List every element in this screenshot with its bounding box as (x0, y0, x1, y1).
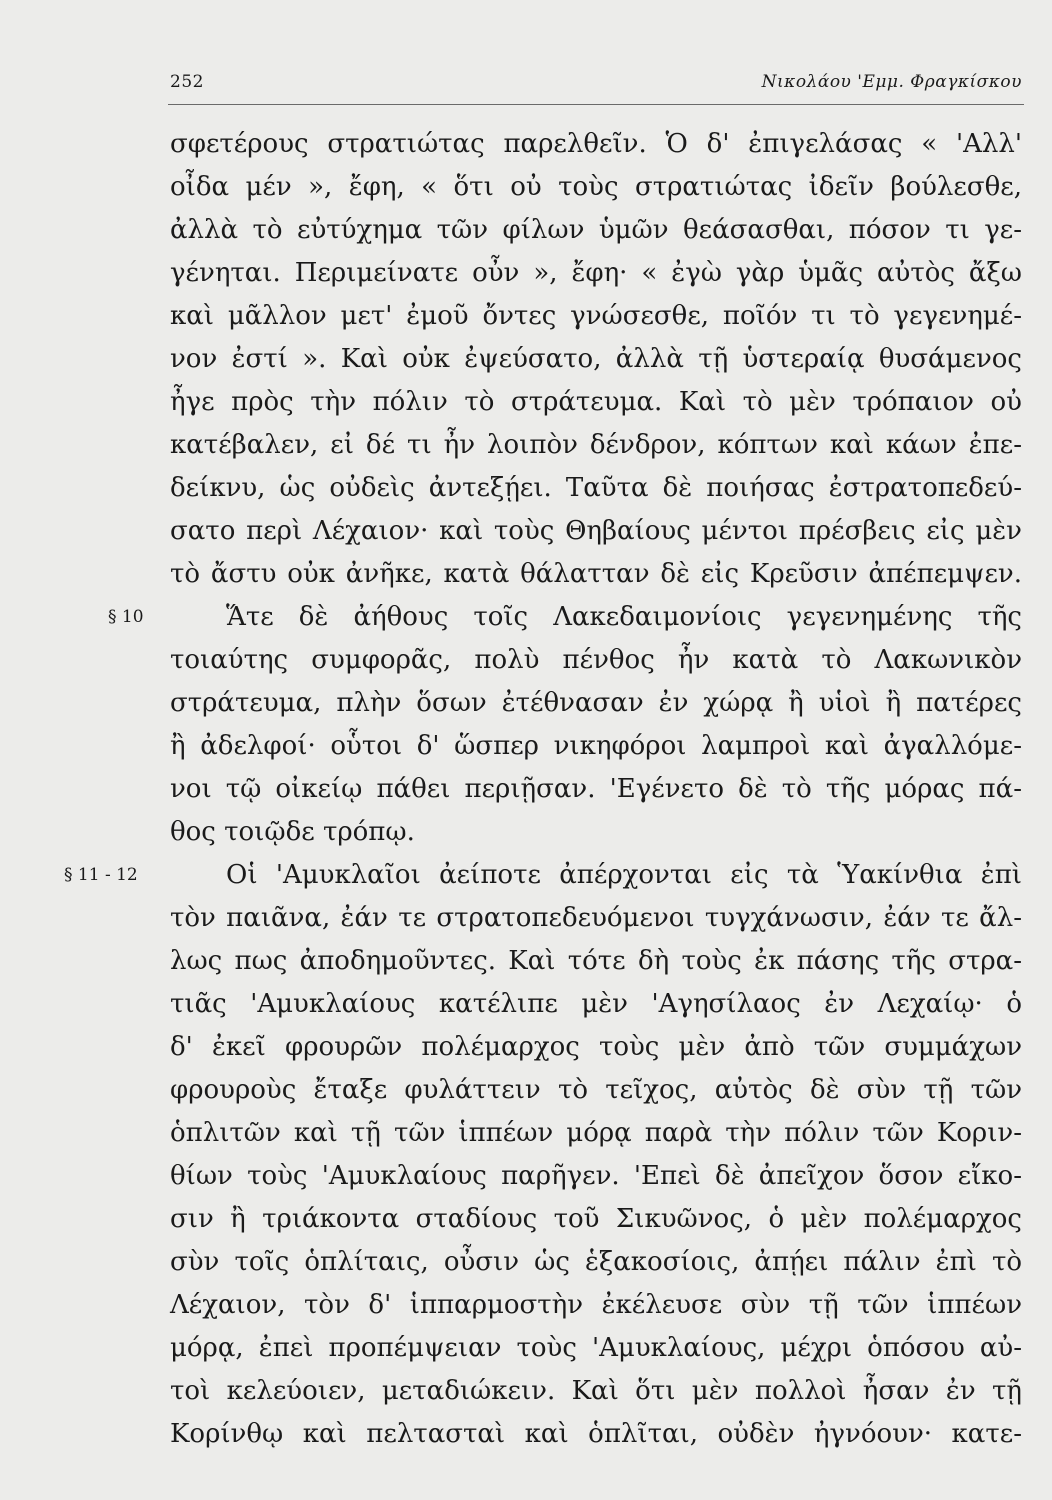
text-line: τοιαύτης συμφορᾶς, πολὺ πένθος ἦν κατὰ τὸ Λακωνικὸν (170, 645, 1022, 675)
running-head (170, 72, 1022, 102)
section-marker: § 11 - 12 (64, 865, 138, 885)
text-line: ἀλλὰ τὸ εὐτύχημα τῶν φίλων ὑμῶν θεάσασθαι, πόσον τι γε- (170, 215, 1022, 245)
text-line: μόρᾳ, ἐπεὶ προπέμψειαν τοὺς 'Αμυκλαίους, μέχρι ὁπόσου αὐ- (170, 1333, 1022, 1363)
text-line: δ' ἐκεῖ φρουρῶν πολέμαρχος τοὺς μὲν ἀπὸ τῶν συμμάχων (170, 1032, 1022, 1062)
text-line: γένηται. Περιμείνατε οὖν », ἔφη· « ἐγὼ γὰρ ὑμᾶς αὐτὸς ἄξω (170, 258, 1022, 288)
text-line: στράτευμα, πλὴν ὅσων ἐτέθνασαν ἐν χώρᾳ ἢ υἱοὶ ἢ πατέρες (170, 688, 1022, 718)
text-line: Ἅτε δὲ ἀήθους τοῖς Λακεδαιμονίοις γεγενημένης τῆς (226, 602, 1022, 632)
text-line: σατο περὶ Λέχαιον· καὶ τοὺς Θηβαίους μέντοι πρέσβεις εἰς μὲν (170, 516, 1022, 546)
text-line: Οἱ 'Αμυκλαῖοι ἀείποτε ἀπέρχονται εἰς τὰ Ὑακίνθια ἐπὶ (226, 860, 1022, 890)
text-line: δείκνυ, ὡς οὐδεὶς ἀντεξῄει. Ταῦτα δὲ ποιήσας ἐστρατοπεδεύ- (170, 473, 1022, 503)
text-line: ἦγε πρὸς τὴν πόλιν τὸ στράτευμα. Καὶ τὸ μὲν τρόπαιον οὐ (170, 387, 1022, 417)
running-title: Νικολάου 'Εμμ. Φραγκίσκου (761, 72, 1022, 92)
text-line: Λέχαιον, τὸν δ' ἱππαρμοστὴν ἐκέλευσε σὺν τῇ τῶν ἱππέων (170, 1290, 1022, 1320)
text-line: σιν ἢ τριάκοντα σταδίους τοῦ Σικυῶνος, ὁ μὲν πολέμαρχος (170, 1204, 1022, 1234)
text-line: τιᾶς 'Αμυκλαίους κατέλιπε μὲν 'Αγησίλαος ἐν Λεχαίῳ· ὁ (170, 989, 1022, 1019)
text-line: καὶ μᾶλλον μετ' ἐμοῦ ὄντες γνώσεσθε, ποῖόν τι τὸ γεγενημέ- (170, 301, 1022, 331)
section-marker: § 10 (108, 607, 144, 627)
text-line: ἢ ἀδελφοί· οὗτοι δ' ὥσπερ νικηφόροι λαμπροὶ καὶ ἀγαλλόμε- (170, 731, 1022, 761)
text-line: σὺν τοῖς ὁπλίταις, οὖσιν ὡς ἑξακοσίοις, ἀπῄει πάλιν ἐπὶ τὸ (170, 1247, 1022, 1277)
text-line: οἶδα μέν », ἔφη, « ὅτι οὐ τοὺς στρατιώτας ἰδεῖν βούλεσθε, (170, 172, 1022, 202)
text-line: ὁπλιτῶν καὶ τῇ τῶν ἱππέων μόρᾳ παρὰ τὴν πόλιν τῶν Κοριν- (170, 1118, 1022, 1148)
page-number: 252 (170, 72, 204, 92)
text-line: κατέβαλεν, εἰ δέ τι ἦν λοιπὸν δένδρον, κόπτων καὶ κάων ἐπε- (170, 430, 1022, 460)
text-line: λως πως ἀποδημοῦντες. Καὶ τότε δὴ τοὺς ἐκ πάσης τῆς στρα- (170, 946, 1022, 976)
text-line: σφετέρους στρατιώτας παρελθεῖν. Ὁ δ' ἐπιγελάσας « 'Αλλ' (170, 129, 1022, 159)
text-line: θίων τοὺς 'Αμυκλαίους παρῆγεν. 'Επεὶ δὲ ἀπεῖχον ὅσον εἴκο- (170, 1161, 1022, 1191)
text-line: τὸ ἄστυ οὐκ ἀνῆκε, κατὰ θάλατταν δὲ εἰς Κρεῦσιν ἀπέπεμψεν. (170, 559, 1022, 589)
text-line: Κορίνθῳ καὶ πελτασταὶ καὶ ὁπλῖται, οὐδὲν ἠγνόουν· κατε- (170, 1419, 1022, 1449)
text-line: νοι τῷ οἰκείῳ πάθει περιῇσαν. 'Εγένετο δὲ τὸ τῆς μόρας πά- (170, 774, 1022, 804)
text-line: τοὶ κελεύοιεν, μεταδιώκειν. Καὶ ὅτι μὲν πολλοὶ ἦσαν ἐν τῇ (170, 1376, 1022, 1406)
header-rule (168, 104, 1024, 105)
text-line: τὸν παιᾶνα, ἐάν τε στρατοπεδευόμενοι τυγχάνωσιν, ἐάν τε ἄλ- (170, 903, 1022, 933)
text-line: θος τοιῷδε τρόπῳ. (170, 817, 415, 847)
text-line: νον ἐστί ». Καὶ οὐκ ἐψεύσατο, ἀλλὰ τῇ ὑστεραίᾳ θυσάμενος (170, 344, 1022, 374)
text-line: φρουροὺς ἔταξε φυλάττειν τὸ τεῖχος, αὐτὸς δὲ σὺν τῇ τῶν (170, 1075, 1022, 1105)
